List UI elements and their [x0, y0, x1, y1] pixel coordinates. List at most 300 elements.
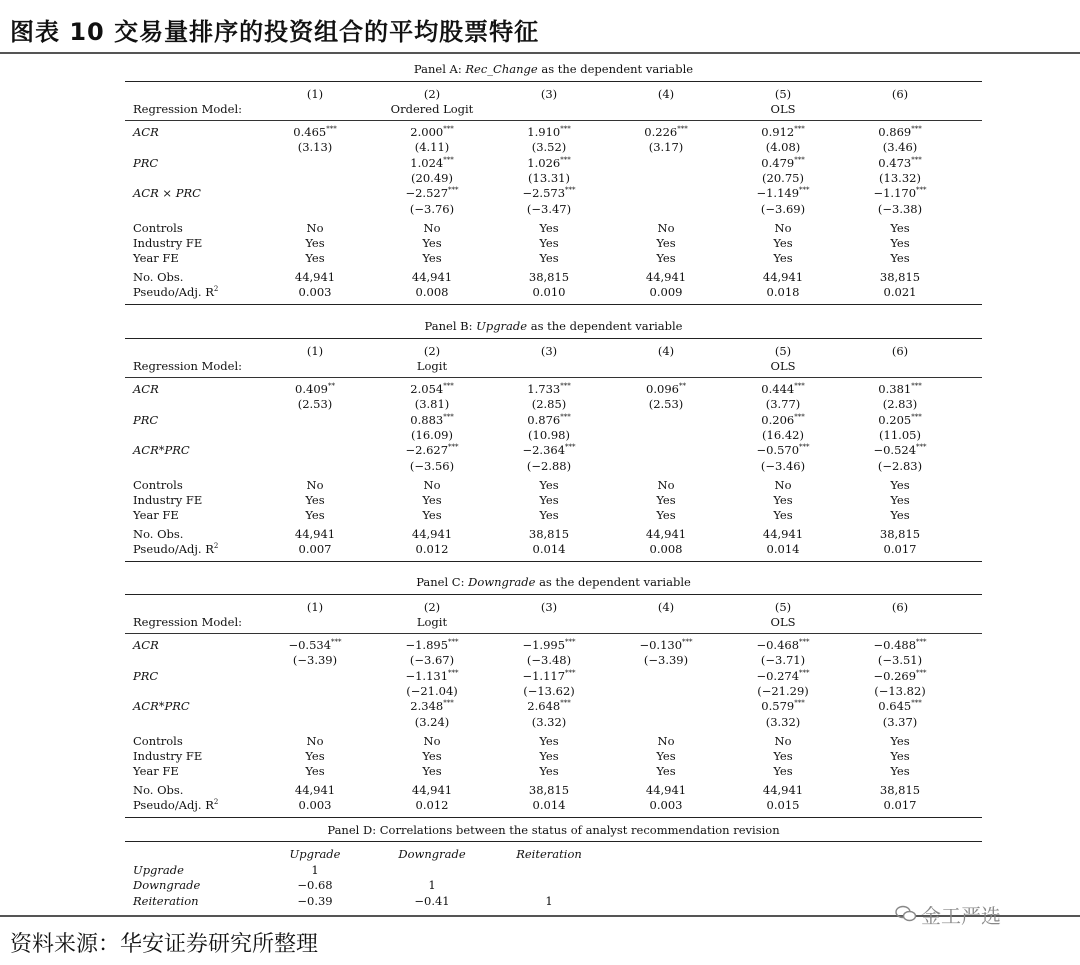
table-rule [125, 304, 982, 305]
caption-variable: Downgrade [468, 575, 536, 589]
column-number: (6) [891, 344, 909, 358]
coefficient-value: 1.024 [410, 155, 444, 170]
r2-superscript: 2 [213, 542, 219, 551]
control-value: Yes [539, 493, 559, 508]
caption-text: Panel B: [424, 319, 477, 333]
figure-header [0, 0, 1080, 54]
control-value: Yes [422, 749, 442, 764]
significance-stars: *** [916, 638, 927, 647]
obs-value: 44,941 [645, 526, 687, 541]
coefficient-value: −2.573 [522, 186, 566, 201]
coef-row [125, 382, 982, 396]
coefficient-value: 0.226 [644, 125, 678, 139]
t-statistic: (16.42) [762, 427, 804, 442]
significance-stars: *** [794, 382, 805, 391]
table-rule [125, 561, 982, 562]
coefficient-value: 2.648 [527, 699, 561, 714]
t-statistic: (−2.88) [526, 458, 572, 473]
model-name: Ordered Logit [390, 102, 474, 116]
coefficient-value: −0.570 [756, 443, 800, 458]
control-row [125, 493, 982, 507]
coefficient-value: 0.409 [295, 382, 328, 396]
model-name: OLS [770, 359, 796, 373]
table-rule [125, 81, 982, 82]
correlation-variable: Downgrade [133, 878, 201, 893]
control-value: Yes [656, 493, 676, 508]
r2-value: 0.007 [298, 542, 332, 556]
control-value: No [423, 733, 441, 748]
t-statistic: (−3.47) [526, 201, 572, 216]
control-row [125, 478, 982, 492]
coef-row [125, 156, 982, 170]
correlation-header: Downgrade [398, 847, 466, 861]
correlation-value: 1 [545, 893, 553, 908]
variable-name: PRC [133, 155, 159, 170]
significance-stars: *** [799, 668, 810, 677]
table-rule [125, 633, 982, 634]
control-row [125, 749, 982, 763]
r2-value: 0.014 [532, 542, 566, 556]
t-statistic: (13.31) [528, 170, 570, 185]
caption-text: Panel C: [416, 575, 469, 589]
control-value: Yes [539, 236, 559, 251]
column-number-row [125, 87, 982, 101]
model-name: OLS [770, 615, 796, 629]
coefficient [830, 669, 970, 683]
t-statistic: (3.32) [531, 714, 567, 729]
control-value: Yes [422, 508, 442, 523]
control-name: Year FE [133, 508, 179, 523]
t-stat-row [125, 202, 982, 216]
caption-variable: Rec_Change [465, 62, 538, 76]
obs-value: 44,941 [411, 269, 453, 284]
coefficient-value: 0.096 [646, 382, 679, 396]
r2-value: 0.003 [298, 798, 332, 812]
correlation-value: −0.39 [297, 893, 333, 908]
control-name: Industry FE [133, 749, 203, 764]
coefficient-value: 0.206 [761, 412, 795, 427]
control-value: Yes [773, 508, 793, 523]
caption-text: as the dependent variable [527, 319, 683, 333]
r2-value: 0.012 [415, 798, 449, 812]
coefficient [479, 699, 619, 713]
control-value: No [306, 477, 324, 492]
coefficient [830, 186, 970, 200]
variable-name: PRC [133, 412, 159, 427]
significance-stars: *** [443, 382, 454, 391]
table-rule [125, 120, 982, 121]
control-row [125, 221, 982, 235]
coefficient-value: 2.054 [410, 382, 444, 396]
source-note: 资料来源：华安证券研究所整理 [10, 932, 319, 957]
variable-name: ACR [133, 125, 159, 139]
coefficient-value: 0.579 [761, 699, 795, 714]
r2-label: Pseudo/Adj. $R^2$ [133, 285, 219, 299]
coefficient [479, 413, 619, 427]
table-rule [125, 817, 982, 818]
correlation-value: −0.41 [414, 893, 450, 908]
correlation-variable: Reiteration [133, 893, 199, 908]
correlation-variable: Upgrade [133, 863, 184, 877]
significance-stars: *** [911, 382, 922, 391]
control-value: Yes [656, 236, 676, 251]
t-statistic: (−3.56) [409, 458, 455, 473]
obs-value: 38,815 [528, 526, 570, 541]
obs-value: 44,941 [645, 782, 687, 797]
column-number: (1) [306, 87, 324, 101]
coefficient-value: −0.130 [639, 638, 683, 652]
correlation-header: Upgrade [289, 847, 341, 861]
column-number: (5) [774, 600, 792, 614]
obs-value: 44,941 [411, 526, 453, 541]
control-name: Controls [133, 477, 183, 492]
significance-stars: *** [560, 699, 571, 708]
variable-name: PRC [133, 668, 159, 683]
significance-stars: *** [560, 382, 571, 391]
t-statistic: (2.53) [648, 397, 684, 412]
t-statistic: (−3.39) [292, 653, 338, 668]
column-number-row [125, 600, 982, 614]
coefficient-value: 0.465 [293, 125, 327, 139]
control-value: Yes [305, 749, 325, 764]
t-stat-row [125, 459, 982, 473]
column-number: (4) [657, 344, 675, 358]
variable-name: ACR*PRC [133, 699, 190, 714]
coefficient-value: 0.381 [878, 382, 912, 396]
t-statistic: (16.09) [411, 427, 453, 442]
t-statistic: (−3.46) [760, 458, 806, 473]
wechat-icon [895, 904, 917, 928]
significance-stars: *** [565, 186, 576, 195]
control-value: Yes [539, 477, 559, 492]
coefficient-value: 1.026 [527, 155, 561, 170]
variable-name: ACR × PRC [133, 186, 201, 201]
t-stat-row [125, 397, 982, 411]
obs-value: 44,941 [294, 269, 336, 284]
coefficient-value: −0.524 [873, 443, 917, 458]
coefficient-value: −0.468 [756, 638, 800, 652]
coefficient-value: −1.170 [873, 186, 917, 201]
column-number: (3) [540, 600, 558, 614]
control-name: Year FE [133, 764, 179, 779]
obs-value: 44,941 [294, 782, 336, 797]
control-name: Controls [133, 220, 183, 235]
significance-stars: *** [799, 443, 810, 452]
significance-stars: *** [443, 699, 454, 708]
model-name: Logit [416, 359, 448, 373]
coef-row [125, 413, 982, 427]
t-statistic: (4.08) [765, 140, 801, 155]
significance-stars: *** [799, 638, 810, 647]
obs-row [125, 527, 982, 541]
coefficient-value: 0.473 [878, 155, 912, 170]
t-statistic: (−2.83) [877, 458, 923, 473]
control-value: No [774, 733, 792, 748]
coefficient-value: 0.205 [878, 412, 912, 427]
correlation-value: −0.68 [297, 878, 333, 893]
coefficient-value: 0.645 [878, 699, 912, 714]
r2-value: 0.003 [298, 285, 332, 299]
coefficient-value: −2.527 [405, 186, 449, 201]
correlation-header: Reiteration [516, 847, 582, 861]
significance-stars: *** [560, 125, 571, 134]
control-value: No [306, 733, 324, 748]
r2-value: 0.017 [883, 542, 917, 556]
control-value: Yes [773, 749, 793, 764]
table-rule [125, 841, 982, 842]
coefficient-value: −2.627 [405, 443, 449, 458]
coefficient-value: −0.269 [873, 668, 917, 683]
t-statistic: (−3.71) [760, 653, 806, 668]
control-value: Yes [890, 477, 910, 492]
r2-superscript: 2 [213, 798, 219, 807]
significance-stars: *** [794, 155, 805, 164]
coefficient-value: −1.895 [405, 638, 449, 652]
column-number: (2) [423, 87, 441, 101]
control-value: No [774, 220, 792, 235]
control-value: No [657, 220, 675, 235]
coef-row [125, 186, 982, 200]
control-value: Yes [890, 749, 910, 764]
control-value: No [423, 220, 441, 235]
control-name: Controls [133, 733, 183, 748]
control-value: Yes [539, 749, 559, 764]
control-value: Yes [773, 236, 793, 251]
obs-value: 38,815 [879, 269, 921, 284]
control-value: Yes [305, 236, 325, 251]
r2-value: 0.003 [649, 798, 683, 812]
control-value: Yes [890, 733, 910, 748]
control-name: Industry FE [133, 493, 203, 508]
control-value: Yes [656, 251, 676, 266]
t-statistic: (−13.62) [523, 683, 575, 698]
model-label: Regression Model: [133, 102, 243, 116]
coefficient [479, 186, 619, 200]
control-value: No [657, 477, 675, 492]
column-number-row [125, 344, 982, 358]
table-rule [125, 377, 982, 378]
r2-value: 0.017 [883, 798, 917, 812]
r2-value: 0.010 [532, 285, 566, 299]
coefficient-value: 1.733 [527, 382, 561, 396]
column-number: (4) [657, 600, 675, 614]
t-statistic: (−3.38) [877, 201, 923, 216]
control-value: Yes [890, 220, 910, 235]
t-statistic: (2.53) [297, 397, 333, 412]
t-stat-row [125, 684, 982, 698]
obs-value: 44,941 [411, 782, 453, 797]
model-row [125, 102, 982, 116]
column-number: (6) [891, 87, 909, 101]
significance-stars: *** [911, 412, 922, 421]
t-statistic: (3.37) [882, 714, 918, 729]
obs-row [125, 270, 982, 284]
obs-value: 38,815 [528, 782, 570, 797]
r2-value: 0.021 [883, 285, 917, 299]
control-value: Yes [305, 764, 325, 779]
t-statistic: (3.32) [765, 714, 801, 729]
panel-d-caption: Panel D: Correlations between the status of analyst recommendation revision [327, 823, 780, 837]
coefficient-value: 0.479 [761, 155, 795, 170]
control-value: Yes [890, 236, 910, 251]
significance-stars: *** [916, 186, 927, 195]
watermark-text: 金工严选 [921, 904, 1001, 928]
coefficient-value: 1.910 [527, 125, 561, 139]
column-number: (5) [774, 344, 792, 358]
column-number: (4) [657, 87, 675, 101]
control-value: Yes [422, 236, 442, 251]
t-statistic: (−13.82) [874, 683, 926, 698]
t-statistic: (3.13) [297, 140, 333, 155]
significance-stars: *** [916, 668, 927, 677]
control-value: No [774, 477, 792, 492]
obs-value: 44,941 [294, 526, 336, 541]
variable-name: ACR [133, 638, 159, 652]
r2-value: 0.012 [415, 542, 449, 556]
t-statistic: (−3.48) [526, 653, 572, 668]
t-statistic: (−3.76) [409, 201, 455, 216]
significance-stars: *** [794, 699, 805, 708]
significance-stars: *** [911, 155, 922, 164]
control-value: No [657, 733, 675, 748]
r2-superscript: 2 [213, 285, 219, 294]
control-row [125, 508, 982, 522]
obs-value: 44,941 [762, 782, 804, 797]
significance-stars: *** [565, 638, 576, 647]
coefficient [830, 638, 970, 652]
control-value: Yes [422, 764, 442, 779]
significance-stars: *** [799, 186, 810, 195]
coefficient-value: −1.149 [756, 186, 800, 201]
obs-value: 38,815 [879, 526, 921, 541]
coefficient [479, 156, 619, 170]
control-name: Year FE [133, 251, 179, 266]
t-stat-row [125, 140, 982, 154]
correlation-row [125, 878, 982, 892]
column-number: (2) [423, 600, 441, 614]
coefficient [830, 125, 970, 139]
t-statistic: (−3.51) [877, 653, 923, 668]
control-row [125, 236, 982, 250]
t-statistic: (4.11) [414, 140, 450, 155]
t-statistic: (20.49) [411, 170, 453, 185]
obs-label: No. Obs. [133, 782, 184, 797]
obs-value: 44,941 [762, 526, 804, 541]
control-value: Yes [539, 733, 559, 748]
model-name: OLS [770, 102, 796, 116]
control-name: Industry FE [133, 236, 203, 251]
control-value: Yes [539, 251, 559, 266]
r2-value: 0.015 [766, 798, 800, 812]
coefficient-value: −1.131 [405, 668, 449, 683]
obs-value: 44,941 [645, 269, 687, 284]
significance-stars: *** [448, 186, 459, 195]
r2-value: 0.018 [766, 285, 800, 299]
column-number: (5) [774, 87, 792, 101]
coef-row [125, 125, 982, 139]
control-value: No [306, 220, 324, 235]
t-statistic: (20.75) [762, 170, 804, 185]
r2-row [125, 542, 982, 556]
coefficient-value: −1.117 [522, 668, 566, 683]
significance-stars: ** [678, 382, 686, 391]
obs-row [125, 783, 982, 797]
control-value: Yes [890, 251, 910, 266]
table-rule [125, 338, 982, 339]
t-statistic: (3.77) [765, 397, 801, 412]
model-label: Regression Model: [133, 615, 243, 629]
obs-value: 38,815 [528, 269, 570, 284]
obs-label: No. Obs. [133, 526, 184, 541]
coefficient-value: 2.348 [410, 699, 444, 714]
coef-row [125, 638, 982, 652]
significance-stars: *** [443, 125, 454, 134]
t-stat-row [125, 428, 982, 442]
column-number: (3) [540, 344, 558, 358]
t-statistic: (11.05) [879, 427, 921, 442]
t-statistic: (13.32) [879, 170, 921, 185]
column-number: (2) [423, 344, 441, 358]
significance-stars: *** [560, 412, 571, 421]
control-value: Yes [305, 493, 325, 508]
significance-stars: *** [794, 125, 805, 134]
r2-value: 0.014 [532, 798, 566, 812]
control-row [125, 734, 982, 748]
coef-row [125, 669, 982, 683]
significance-stars: *** [326, 125, 337, 134]
significance-stars: *** [565, 668, 576, 677]
significance-stars: ** [327, 382, 335, 391]
coefficient-value: 0.444 [761, 382, 795, 396]
control-value: No [423, 477, 441, 492]
obs-label: No. Obs. [133, 269, 184, 284]
column-number: (6) [891, 600, 909, 614]
significance-stars: *** [448, 443, 459, 452]
r2-value: 0.014 [766, 542, 800, 556]
coefficient-value: 0.869 [878, 125, 912, 139]
model-label: Regression Model: [133, 359, 243, 373]
control-value: Yes [890, 508, 910, 523]
significance-stars: *** [682, 638, 693, 647]
control-value: Yes [539, 220, 559, 235]
panel-a-caption [125, 62, 982, 76]
model-name: Logit [416, 615, 448, 629]
significance-stars: *** [331, 638, 342, 647]
control-value: Yes [890, 764, 910, 779]
panel-b-caption [125, 319, 982, 333]
r2-label: Pseudo/Adj. $R^2$ [133, 798, 219, 812]
coefficient-value: 0.876 [527, 412, 561, 427]
column-number: (1) [306, 344, 324, 358]
caption-variable: Upgrade [476, 319, 528, 333]
r2-value: 0.009 [649, 285, 683, 299]
correlation-header-row [125, 847, 982, 861]
t-statistic: (2.85) [531, 397, 567, 412]
t-statistic: (−21.29) [757, 683, 809, 698]
significance-stars: *** [677, 125, 688, 134]
obs-value: 38,815 [879, 782, 921, 797]
coefficient [830, 382, 970, 396]
coef-row [125, 443, 982, 457]
model-row [125, 615, 982, 629]
control-value: Yes [773, 764, 793, 779]
coefficient-value: 0.912 [761, 125, 795, 139]
t-statistic: (−3.39) [643, 653, 689, 668]
significance-stars: *** [911, 699, 922, 708]
t-statistic: (3.52) [531, 140, 567, 155]
t-stat-row [125, 171, 982, 185]
control-value: Yes [539, 764, 559, 779]
